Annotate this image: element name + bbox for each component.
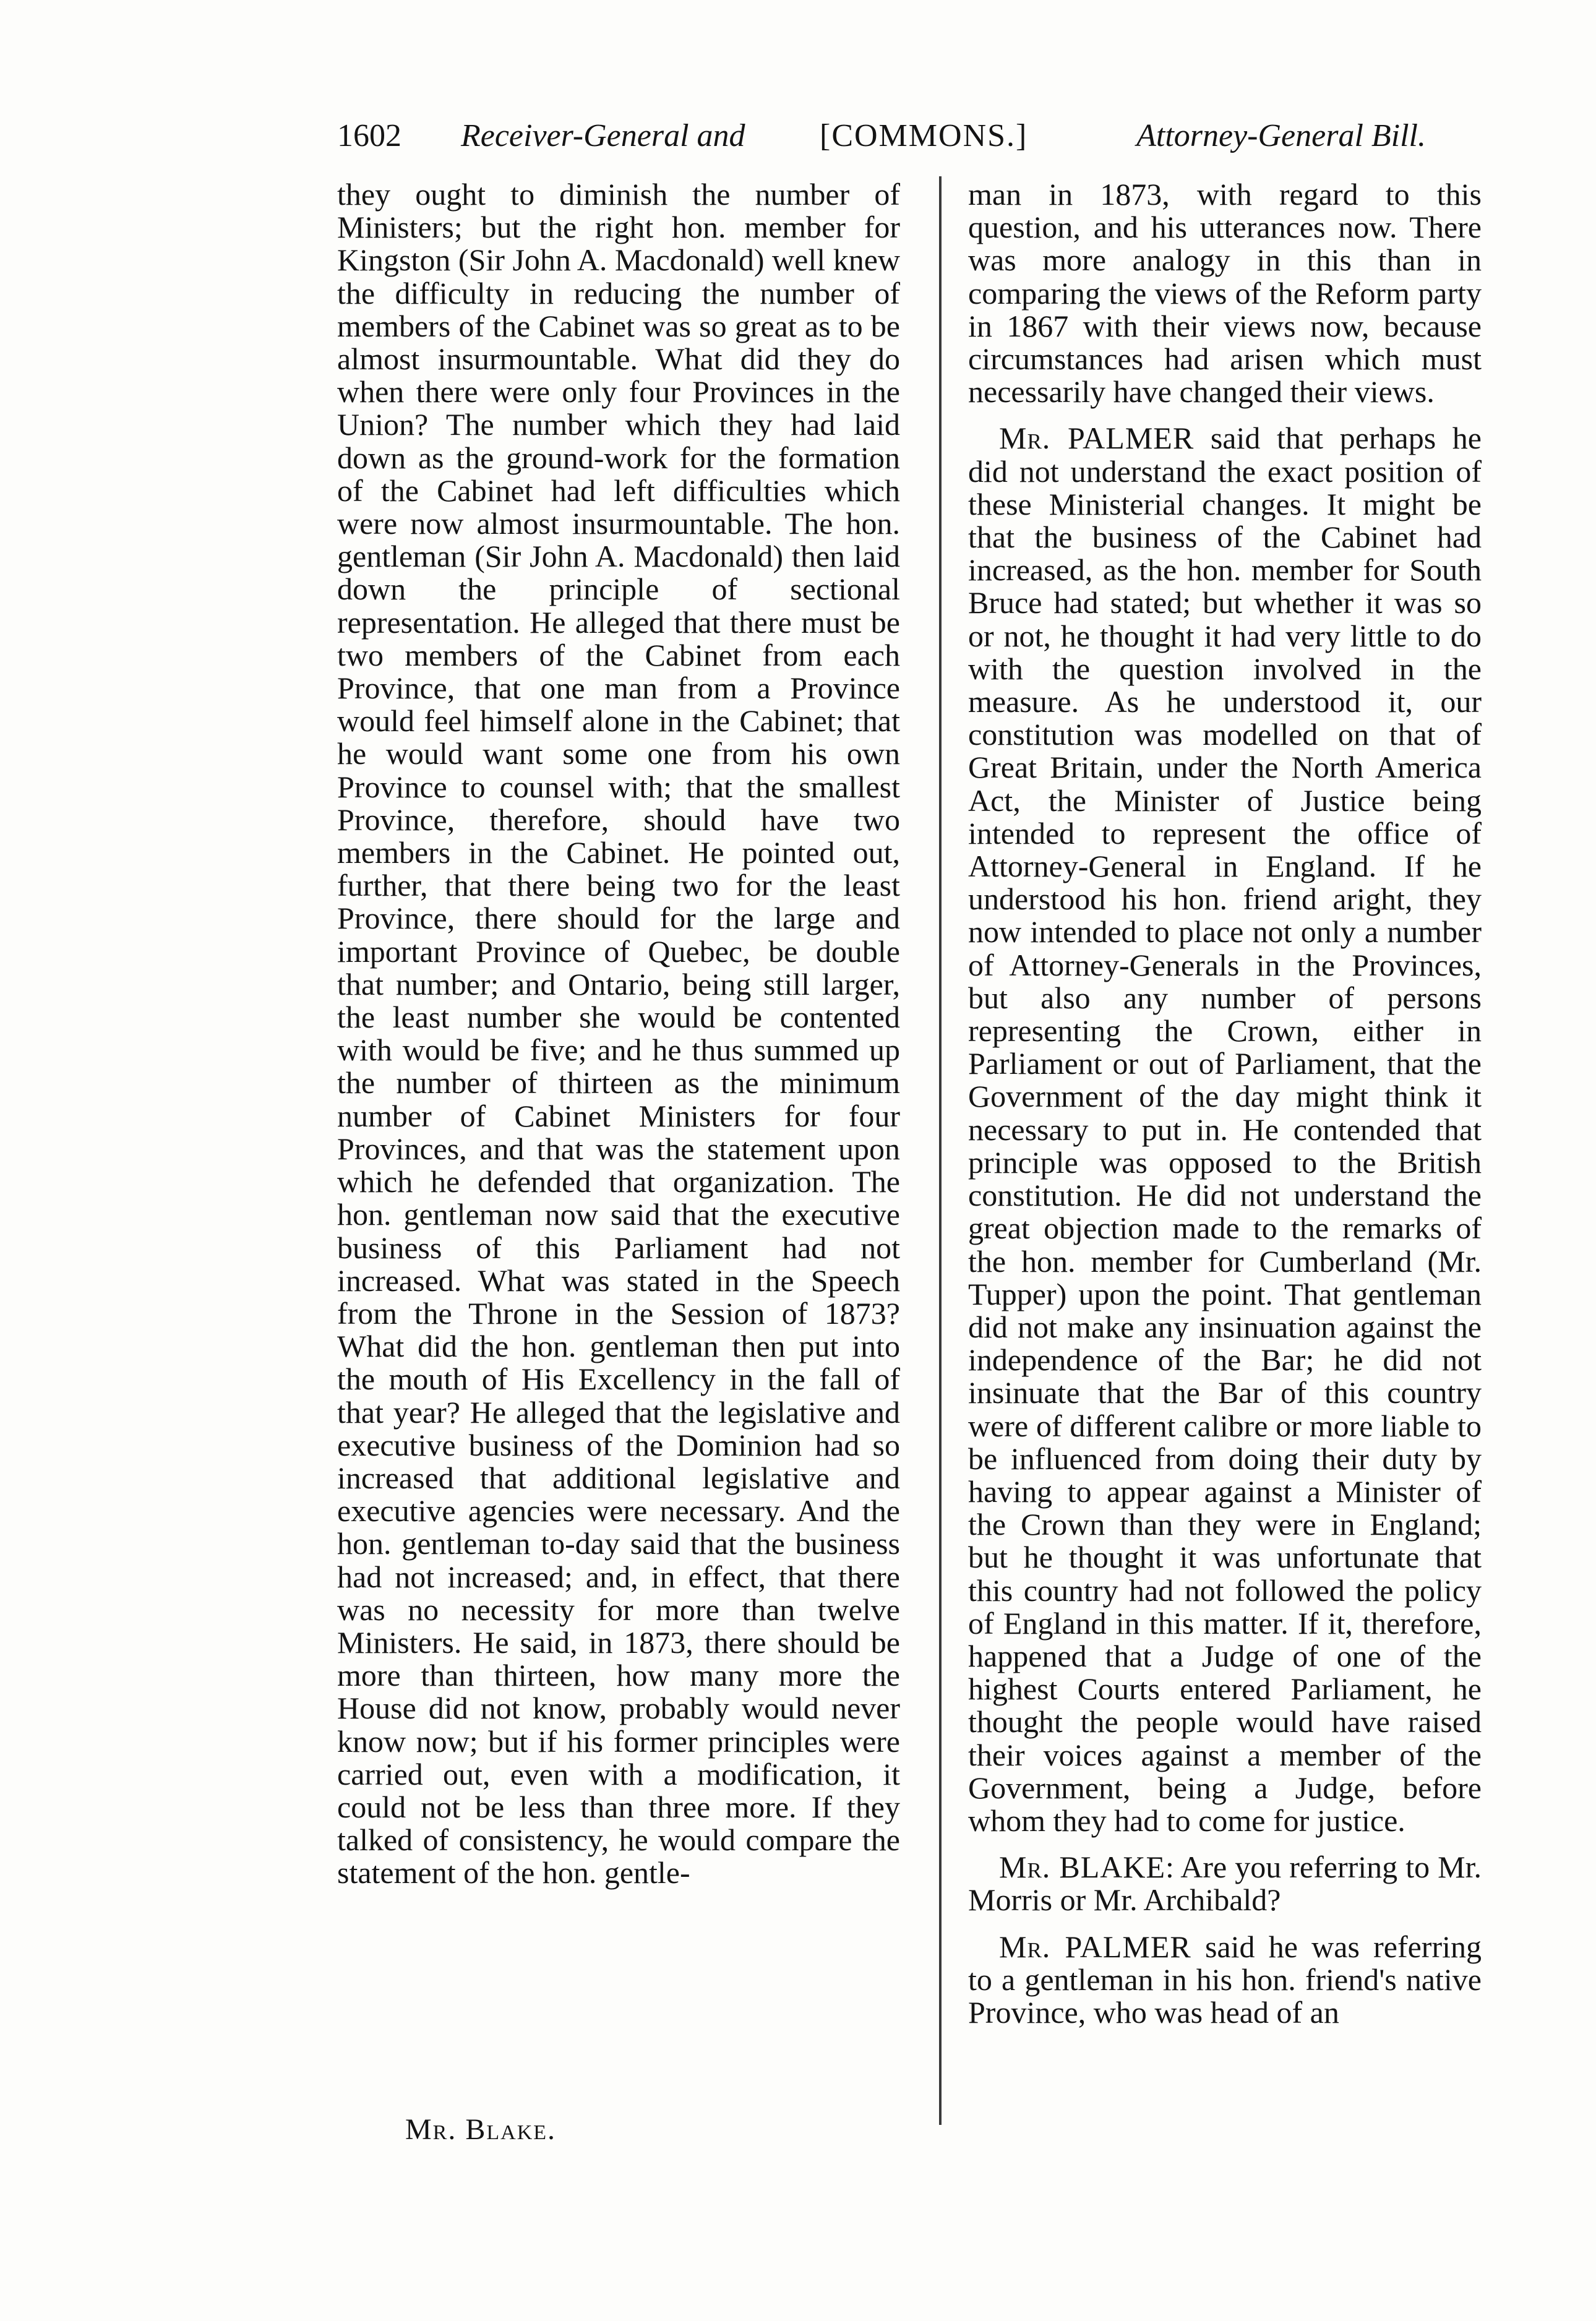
right-paragraph-4 [968,1931,1482,2030]
page-header [337,111,1426,161]
right-paragraph-3 [968,1851,1482,1916]
left-column [337,178,900,1903]
running-title-right: Attorney-General Bill. [1136,118,1426,153]
speech-text: : Are you referring to Mr. Morris or Mr. Archibald? [968,1850,1482,1918]
speaker-name: Mr. PALMER [999,421,1195,456]
column-divider [939,176,942,2125]
speaker-name: Mr. BLAKE [999,1850,1166,1885]
left-paragraph-1: they ought to diminish the number of Ministers; but the right hon. member for Kingston (Sir John A. Macdonald) well knew the difficulty in reducing the number of members of the Cabinet was so great as to be almost insurmountable. What did they do when there were only four Provinces in the Union? The number which they had laid down as the ground-work for the formation of the Cabinet had left difficulties which were now almost insurmountable. The hon. gentleman (Sir John A. Macdonald) then laid down the principle of sectional representation. He alleged that there must be two members of the Cabinet from each Province, that one man from a Province would feel himself alone in the Cabinet; that he would want some one from his own Province to counsel with; that the smallest Province, therefore, should have two members in the Cabinet. He pointed out, further, that there being two for the least Province, there should for the large and important Province of Quebec, be double that number; and Ontario, being still larger, the least number she would be contented with would be five; and he thus summed up the number of thirteen as the minimum number of Cabinet Ministers for four Provinces, and that was the statement upon which he defended that organization. The hon. gentleman now said that the executive business of this Parliament had not increased. What was stated in the Speech from the Throne in the Session of 1873? What did the hon. gentleman then put into the mouth of His Excellency in the fall of that year? He alleged that the legislative and executive business of the Dominion had so increased that additional legislative and executive agencies were necessary. And the hon. gentleman to-day said that the business had not increased; and, in effect, that there was no necessity for more than twelve Ministers. He said, in 1873, there should be more than thirteen, how many more the House did not know, probably would never know now; but if his former principles were carried out, even with a modification, it could not be less than three more. If they talked of consistency, he would compare the statement of the hon. gentle- [337,177,900,1890]
page-number: 1602 [337,118,401,153]
speech-text: said that perhaps he did not understand the exact position of these Ministerial changes. It might be that the business of the Cabinet had increased, as the hon. member for South Bruce had stated; but whether it was so or not, he thought it had very little to do with the question involved in the measure. As he understood it, our constitution was modelled on that of Great Britain, under the North America Act, the Minister of Justice being intended to represent the office of Attorney-General in England. If he understood his hon. friend aright, they now intended to place not only a number of Attorney-Generals in the Provinces, but also any number of persons representing the Crown, either in Parliament or out of Parliament, that the Government of the day might think it necessary to put in. He contended that principle was opposed to the British constitution. He did not understand the great objection made to the remarks of the hon. member for Cumberland (Mr. Tupper) upon the point. That gentleman did not make any insinuation against the independence of the Bar; he did not insinuate that the Bar of this country were of different calibre or more liable to be influenced from doing their duty by having to appear against a Minister of the Crown than they were in England; but he thought it was unfortunate that this country had not followed the policy of England in this matter. If it, therefore, happened that a Judge of one of the highest Courts entered Parliament, he thought the people would have raised their voices against a member of the Government, being a Judge, before whom they had to come for justice. [968,421,1482,1838]
speaker-name: Mr. PALMER [999,1929,1191,1964]
footer-speaker-mark: Mr. Blake. [405,2113,557,2146]
right-paragraph-2 [968,422,1482,1837]
right-paragraph-1: man in 1873, with regard to this question, and his utterances now. There was more analogy in this than in comparing the views of the Reform party in 1867 with their views now, because circumstances had arisen which must necessarily have changed their views. [968,177,1482,410]
running-title-center: [COMMONS.] [820,118,1028,153]
running-title-left: Receiver-General and [461,118,745,153]
speech-text: said he was referring to a gentleman in his hon. friend's native Province, who was head of an [968,1929,1482,2030]
right-column [968,178,1482,2043]
